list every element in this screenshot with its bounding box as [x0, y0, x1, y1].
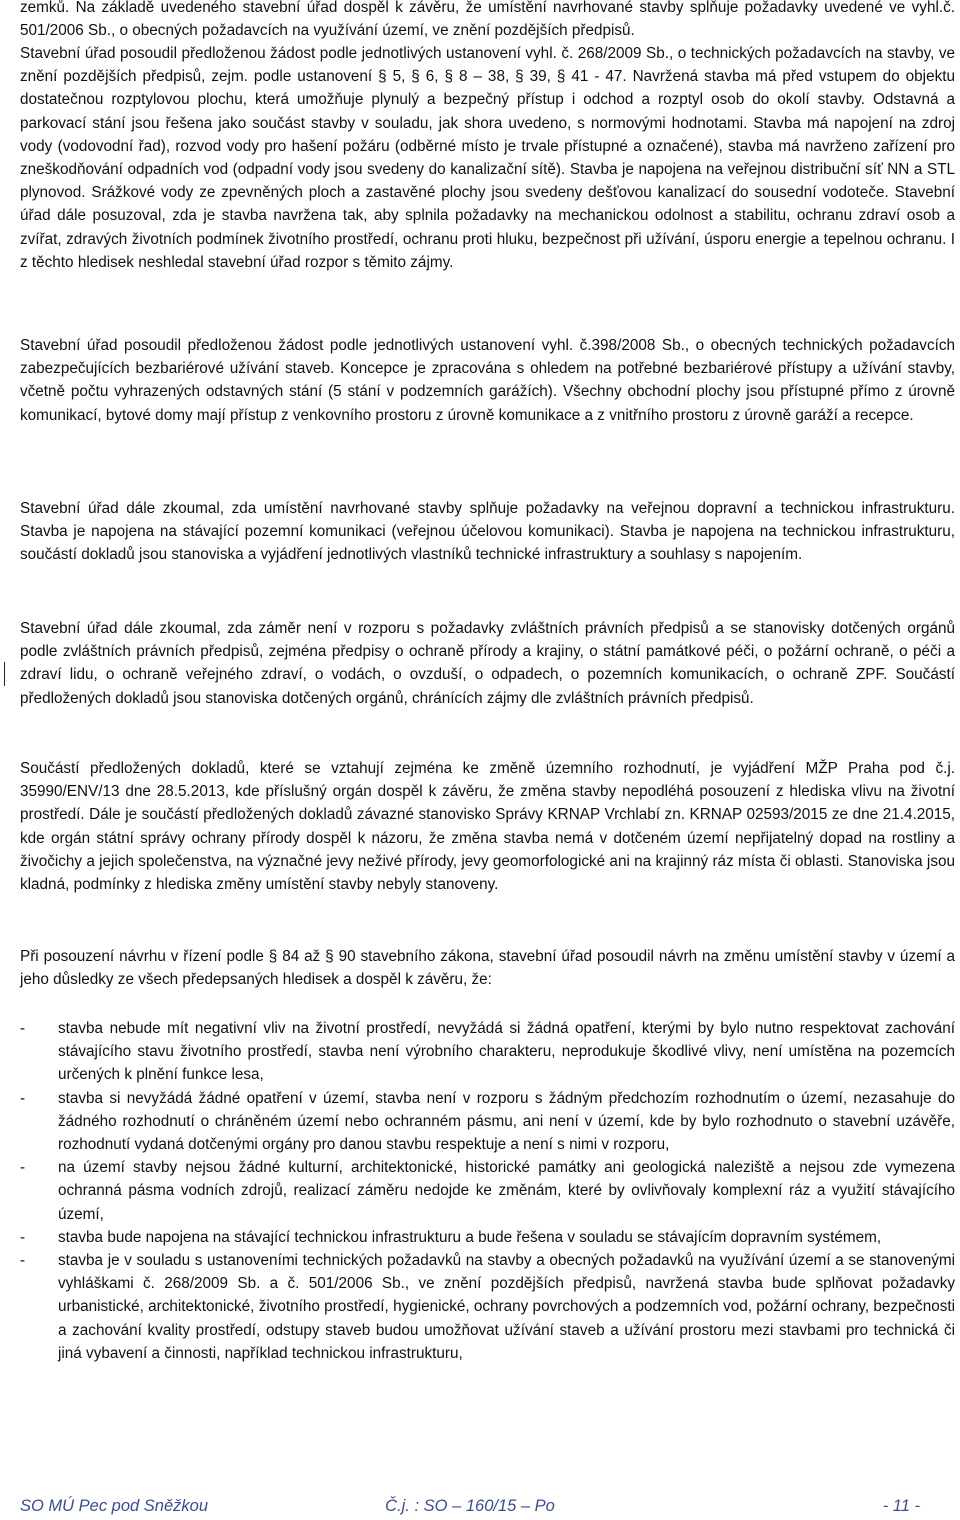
list-item: [20, 1226, 955, 1249]
list-item-text: stavba nebude mít negativní vliv na životní prostředí, nevyžádá si žádná opatření, kterými by bylo nutno respektovat zachování stávajícího stavu životního prostředí, stavba není výrobního charakteru, neprodukuje škodlivé vlivy, není umístěna na pozemcích určených k plnění funkce lesa,: [58, 1020, 955, 1084]
revision-change-bar: [4, 662, 5, 686]
list-item: [20, 1249, 955, 1365]
paragraph-environmental-statements: Součástí předložených dokladů, které se vztahují zejména ke změně územního rozhodnutí, je vyjádření MŽP Praha pod č.j. 35990/ENV/13 dne 28.5.2013, kde příslušný orgán dospěl k závěru, že změna stavby nepodléhá posouzení z hlediska vlivu na životní prostředí. Dále je součástí předložených dokladů závazné stanovisko Správy KRNAP Vrchlabí zn. KRNAP 02593/2015 ze dne 21.4.2015, kde orgán státní správy ochrany přírody dospěl k názoru, že změna stavba nemá v dotčeném území nepřijatelný dopad na rostliny a živočichy a jejich společenstva, na význačné jevy neživé přírody, jevy geomorfologické ani na krajinný ráz místa či oblasti. Stanoviska jsou kladná, podmínky z hlediska změny umístění stavby nebyly stanoveny.: [20, 760, 955, 894]
list-item-text: stavba bude napojena na stávající technickou infrastrukturu a bude řešena v souladu se stávajícím dopravním systémem,: [58, 1228, 882, 1246]
list-dash: -: [20, 1228, 26, 1246]
paragraph-special-regulations: Stavební úřad dále zkoumal, zda záměr není v rozporu s požadavky zvláštních právních předpisů a se stanovisky dotčených orgánů podle zvláštních právních předpisů, zejména předpisy o ochraně přírody a krajiny, o státní památkové péči, o požární ochraně, o péči a zdraví lidu, o ochraně veřejného zdraví, o vodách, o ovzduší, o odpadech, o pozemních komunikacích, o ochraně ZPF. Součástí předložených dokladů jsou stanoviska dotčených orgánů, chránících zájmy dle zvláštních právních předpisů.: [20, 620, 955, 707]
list-item-text: stavba je v souladu s ustanoveními technických požadavků na stavby a obecných požadavků na využívání území a se stanovenými vyhláškami č. 268/2009 Sb. a č. 501/2006 Sb., ve znění pozdějších předpisů, navržená stavba bude splňovat požadavky urbanistické, architektonické, životního prostředí, hygienické, ochrany povrchových a podzemních vod, požární ochrany, bezpečnosti a zachování kvality prostředí, odstupy staveb budou umožňovat užívání staveb a užívání prostoru mezi stavbami pro technická či jiná vybavení a činnosti, například technickou infrastrukturu,: [58, 1252, 955, 1362]
list-item: [20, 1156, 955, 1226]
paragraph-conclusion-intro: Při posouzení návrhu v řízení podle § 84 až § 90 stavebního zákona, stavební úřad posoudil návrh na změnu umístění stavby v území a jeho důsledky ze všech předepsaných hledisek a dospěl k závěru, že:: [20, 948, 955, 989]
paragraph-barrier-free: Stavební úřad posoudil předloženou žádost podle jednotlivých ustanovení vyhl. č.398/2008 Sb., o obecných technických požadavcích zabezpečujících bezbariérové užívání staveb. Koncepce je zpracována s ohledem na potřebné bezbariérové přístupy a užívání stavby, včetně počtu vyhrazených odstavných stání (5 stání v podzemních garážích). Všechny obchodní plochy jsou přístupné přímo z úrovně komunikací, bytové domy mají přístup z venkovního prostoru z úrovně komunikace a z vnitřního prostoru z úrovně garáží a recepce.: [20, 337, 955, 424]
list-dash: -: [20, 1252, 26, 1270]
list-item: [20, 1087, 955, 1157]
conclusion-list: [20, 1017, 955, 1365]
paragraph-continuation: zemků. Na základě uvedeného stavební úřad dospěl k závěru, že umístění navrhované stavby splňuje požadavky uvedené ve vyhl.č. 501/2006 Sb., o obecných požadavcích na využívání území, ve znění pozdějších předpisů.: [20, 0, 955, 40]
list-dash: -: [20, 1159, 26, 1177]
footer-page-number: - 11 -: [882, 1497, 920, 1515]
list-dash: -: [20, 1020, 26, 1037]
paragraph-infrastructure: Stavební úřad dále zkoumal, zda umístění navrhované stavby splňuje požadavky na veřejnou dopravní a technickou infrastrukturu. Stavba je napojena na stávající pozemní komunikaci (veřejnou účelovou komunikaci). Stavba je napojena na technickou infrastrukturu, součástí dokladů jsou stanoviska a vyjádření jednotlivých vlastníků technické infrastruktury a souhlasy s napojením.: [20, 500, 955, 564]
paragraph-technical-requirements: Stavební úřad posoudil předloženou žádost podle jednotlivých ustanovení vyhl. č. 268/2009 Sb., o technických požadavcích na stavby, ve znění pozdějších předpisů, zejm. podle ustanovení § 5, § 6, § 8 – 38, § 39, § 41 - 47. Navržená stavba má před vstupem do objektu dostatečnou rozptylovou plochu, která umožňuje plynulý a bezpečný přístup i odchod a rozptyl osob do okolí stavby. Odstavná a parkovací stání jsou řešena jako součást stavby v souladu, jak shora uvedeno, s normovými hodnotami. Stavba má napojení na zdroj vody (vodovodní řad), rozvod vody pro hašení požáru (odběrné místo je trvale přístupné a označené), stavba má navrženo zařízení pro zneškodňování odpadních vod (odpadní vody jsou svedeny do kanalizační sítě). Stavba je napojena na veřejnou distribuční síť NN a STL plynovod. Srážkové vody ze zpevněných ploch a zastavěné plochy jsou svedeny dešťovou kanalizací do sousední vodoteče. Stavební úřad dále posuzoval, zda je stavba navržena tak, aby splnila požadavky na mechanickou odolnost a stabilitu, ochranu zdraví osob a zvířat, zdravých životních podmínek životního prostředí, ochranu proti hluku, bezpečnost při užívání, úsporu energie a tepelnou ochranu. I z těchto hledisek neshledal stavební úřad rozpor s těmito zájmy.: [20, 45, 955, 271]
list-item-text: na území stavby nejsou žádné kulturní, architektonické, historické památky ani geologická naleziště a nejsou zde vymezena ochranná pásma vodních zdrojů, realizací záměru nedojde ke změnám, které by ovlivňovaly komplexní ráz a využití stávajícího území,: [58, 1159, 955, 1223]
list-item: [20, 1017, 955, 1087]
footer-reference-number: Č.j. : SO – 160/15 – Po: [385, 1497, 555, 1515]
page-footer: [20, 1494, 920, 1518]
list-item-text: stavba si nevyžádá žádné opatření v území, stavba není v rozporu s žádným předchozím rozhodnutím o území, nezasahuje do žádného rozhodnutí o chráněném území nebo ochranném pásmu, ani není v území, kde by bylo rozhodnuto o stavební uzávěře, rozhodnutí vydaná dotčenými orgány pro danou stavbu respektuje a není s nimi v rozporu,: [58, 1089, 955, 1154]
footer-office-name: SO MÚ Pec pod Sněžkou: [20, 1497, 209, 1515]
list-dash: -: [20, 1089, 26, 1107]
